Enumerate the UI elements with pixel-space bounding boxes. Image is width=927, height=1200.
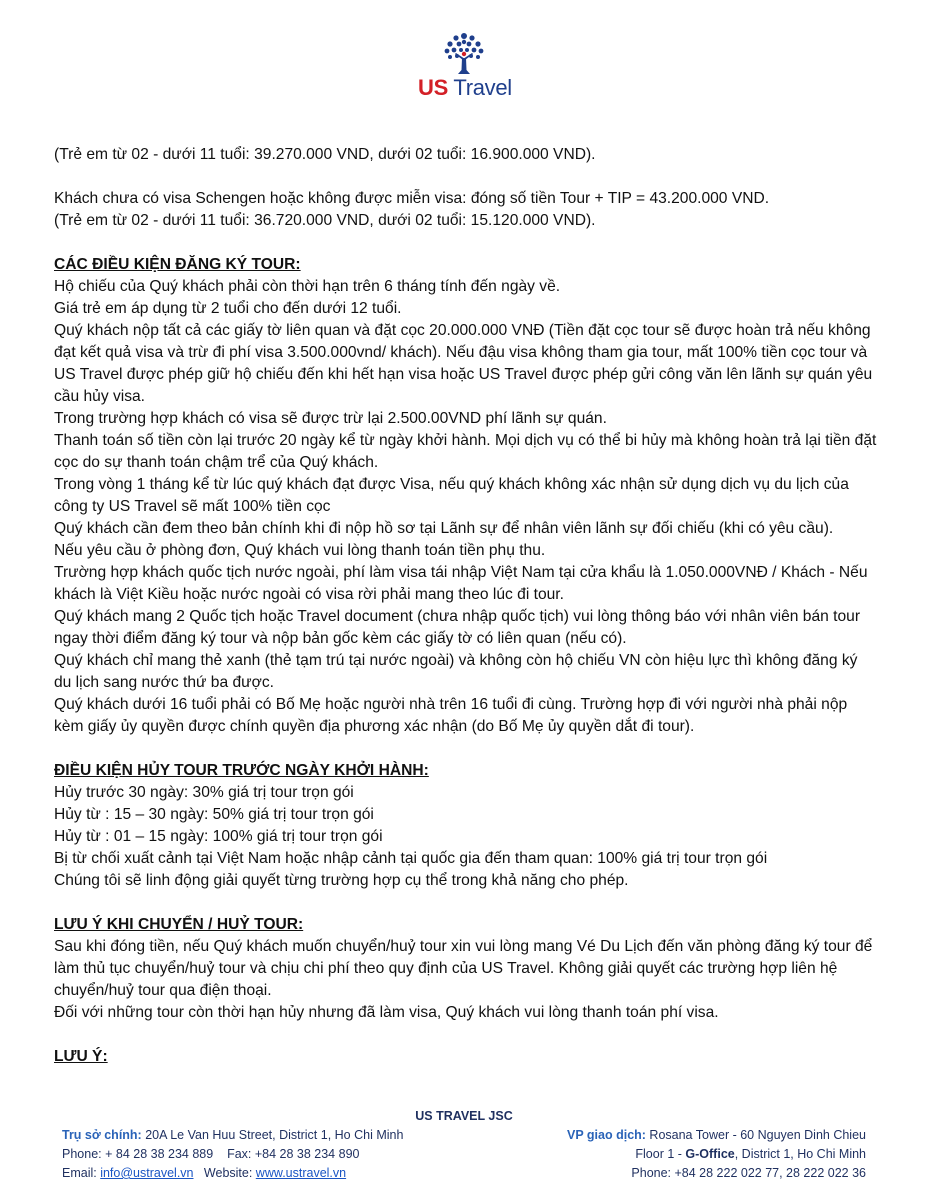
- paragraph: Quý khách cần đem theo bản chính khi đi nộp hồ sơ tại Lãnh sự để nhân viên lãnh sự đối chiếu (khi có yêu cầu).: [54, 520, 834, 537]
- page-footer: [62, 1107, 866, 1183]
- paragraph: Quý khách nộp tất cả các giấy tờ liên quan và đặt cọc 20.000.000 VNĐ (Tiền đặt cọc tour sẽ được hoàn trả nếu không đạt kết quả visa và trừ đi phí visa 3.500.000vnd/ khách). Nếu đậu visa không tham gia tour, mất 100% tiền cọc tour và US Travel được phép giữ hộ chiếu đến khi hết hạn visa hoặc US Travel được phép gửi công văn lên lãnh sự quán yêu cầu hủy visa.: [54, 322, 873, 405]
- footer-head-office: [62, 1126, 403, 1183]
- paragraph: Hủy từ : 01 – 15 ngày: 100% giá trị tour trọn gói: [54, 828, 383, 845]
- paragraph: Trường hợp khách quốc tịch nước ngoài, phí làm visa tái nhập Việt Nam tại cửa khẩu là 1.050.000VNĐ / Khách - Nếu khách là Việt Kiều hoặc nước ngoài có visa rời phải mang theo lúc đi tour.: [54, 564, 868, 603]
- footer-transaction-office: [567, 1126, 866, 1183]
- paragraph: Quý khách dưới 16 tuổi phải có Bố Mẹ hoặc người nhà trên 16 tuổi đi cùng. Trường hợp đi với người nhà phải nộp kèm giấy ủy quyền được chính quyền địa phương xác nhận (do Bố Mẹ ủy quyền dắt đi tour).: [54, 696, 848, 735]
- footer-company-name: US TRAVEL JSC: [415, 1109, 513, 1123]
- paragraph: Trong trường hợp khách có visa sẽ được trừ lại 2.500.00VND phí lãnh sự quán.: [54, 410, 607, 427]
- floor-prefix: Floor 1 -: [635, 1147, 686, 1161]
- paragraph: Hủy trước 30 ngày: 30% giá trị tour trọn gói: [54, 784, 354, 801]
- website-label: Website:: [193, 1166, 256, 1180]
- child-price-line-1: (Trẻ em từ 02 - dưới 11 tuổi: 39.270.000 VND, dưới 02 tuổi: 16.900.000 VND).: [54, 146, 596, 163]
- office-phone: Phone: +84 28 222 022 77, 28 222 022 36: [631, 1166, 866, 1180]
- no-visa-price-line: Khách chưa có visa Schengen hoặc không được miễn visa: đóng số tiền Tour + TIP = 43.200.000 VND.: [54, 190, 770, 207]
- website-link[interactable]: www.ustravel.vn: [255, 1166, 347, 1180]
- head-office-phone: Phone: + 84 28 38 234 889 Fax: +84 28 38 234 890: [62, 1147, 360, 1161]
- email-link[interactable]: info@ustravel.vn: [100, 1166, 194, 1180]
- floor-suffix: , District 1, Ho Chi Minh: [734, 1147, 866, 1161]
- paragraph: Quý khách mang 2 Quốc tịch hoặc Travel document (chưa nhập quốc tịch) vui lòng thông báo với nhân viên bán tour ngay thời điểm đăng ký tour và nộp bản gốc kèm các giấy tờ có liên quan (nếu có).: [54, 608, 861, 647]
- child-price-line-2: (Trẻ em từ 02 - dưới 11 tuổi: 36.720.000 VND, dưới 02 tuổi: 15.120.000 VND).: [54, 212, 596, 229]
- document-body: [54, 144, 878, 1068]
- notes-heading: LƯU Ý:: [54, 1048, 108, 1065]
- paragraph: Thanh toán số tiền còn lại trước 20 ngày kể từ ngày khởi hành. Mọi dịch vụ có thể bi hủy mà không hoàn trả lại tiền đặt cọc do sự thanh toán chậm trể của Quý khách.: [54, 432, 877, 471]
- paragraph: Bị từ chối xuất cảnh tại Việt Nam hoặc nhập cảnh tại quốc gia đến tham quan: 100% giá trị tour trọn gói: [54, 850, 768, 867]
- paragraph: Hủy từ : 15 – 30 ngày: 50% giá trị tour trọn gói: [54, 806, 374, 823]
- paragraph: Sau khi đóng tiền, nếu Quý khách muốn chuyển/huỷ tour xin vui lòng mang Vé Du Lịch đến văn phòng đăng ký tour để làm thủ tục chuyển/huỷ tour và chịu chi phí theo quy định của US Travel. Không giải quyết các trường hợp liên hệ chuyển/huỷ tour qua điện thoại.: [54, 938, 873, 999]
- company-logo: [414, 30, 514, 102]
- logo-travel-text: Travel: [453, 75, 512, 100]
- logo-us-text: US: [418, 75, 448, 100]
- transfer-cancel-notes-heading: LƯU Ý KHI CHUYỂN / HUỶ TOUR:: [54, 916, 304, 933]
- office-label: VP giao dịch:: [567, 1128, 646, 1142]
- paragraph: Hộ chiếu của Quý khách phải còn thời hạn trên 6 tháng tính đến ngày về.: [54, 278, 561, 295]
- office-address: Rosana Tower - 60 Nguyen Dinh Chieu: [645, 1128, 866, 1142]
- head-office-label: Trụ sở chính:: [62, 1128, 142, 1142]
- registration-conditions-heading: CÁC ĐIỀU KIỆN ĐĂNG KÝ TOUR:: [54, 256, 301, 273]
- paragraph: Nếu yêu cầu ở phòng đơn, Quý khách vui lòng thanh toán tiền phụ thu.: [54, 542, 546, 559]
- tree-logo-icon: [441, 30, 487, 76]
- floor-name: G-Office: [685, 1147, 735, 1161]
- paragraph: Chúng tôi sẽ linh động giải quyết từng trường hợp cụ thể trong khả năng cho phép.: [54, 872, 629, 889]
- logo-wordmark: [418, 76, 512, 100]
- cancellation-conditions-heading: ĐIỀU KIỆN HỦY TOUR TRƯỚC NGÀY KHỞI HÀNH:: [54, 762, 429, 779]
- paragraph: Trong vòng 1 tháng kể từ lúc quý khách đạt được Visa, nếu quý khách không xác nhận sử dụng dịch vụ du lịch của công ty US Travel sẽ mất 100% tiền cọc: [54, 476, 849, 515]
- paragraph: Đối với những tour còn thời hạn hủy nhưng đã làm visa, Quý khách vui lòng thanh toán phí visa.: [54, 1004, 719, 1021]
- paragraph: Giá trẻ em áp dụng từ 2 tuổi cho đến dưới 12 tuổi.: [54, 300, 402, 317]
- paragraph: Quý khách chỉ mang thẻ xanh (thẻ tạm trú tại nước ngoài) và không còn hộ chiếu VN còn hiệu lực thì không đăng ký du lịch sang nước thứ ba được.: [54, 652, 858, 691]
- email-label: Email:: [62, 1166, 101, 1180]
- head-office-address: 20A Le Van Huu Street, District 1, Ho Chi Minh: [141, 1128, 404, 1142]
